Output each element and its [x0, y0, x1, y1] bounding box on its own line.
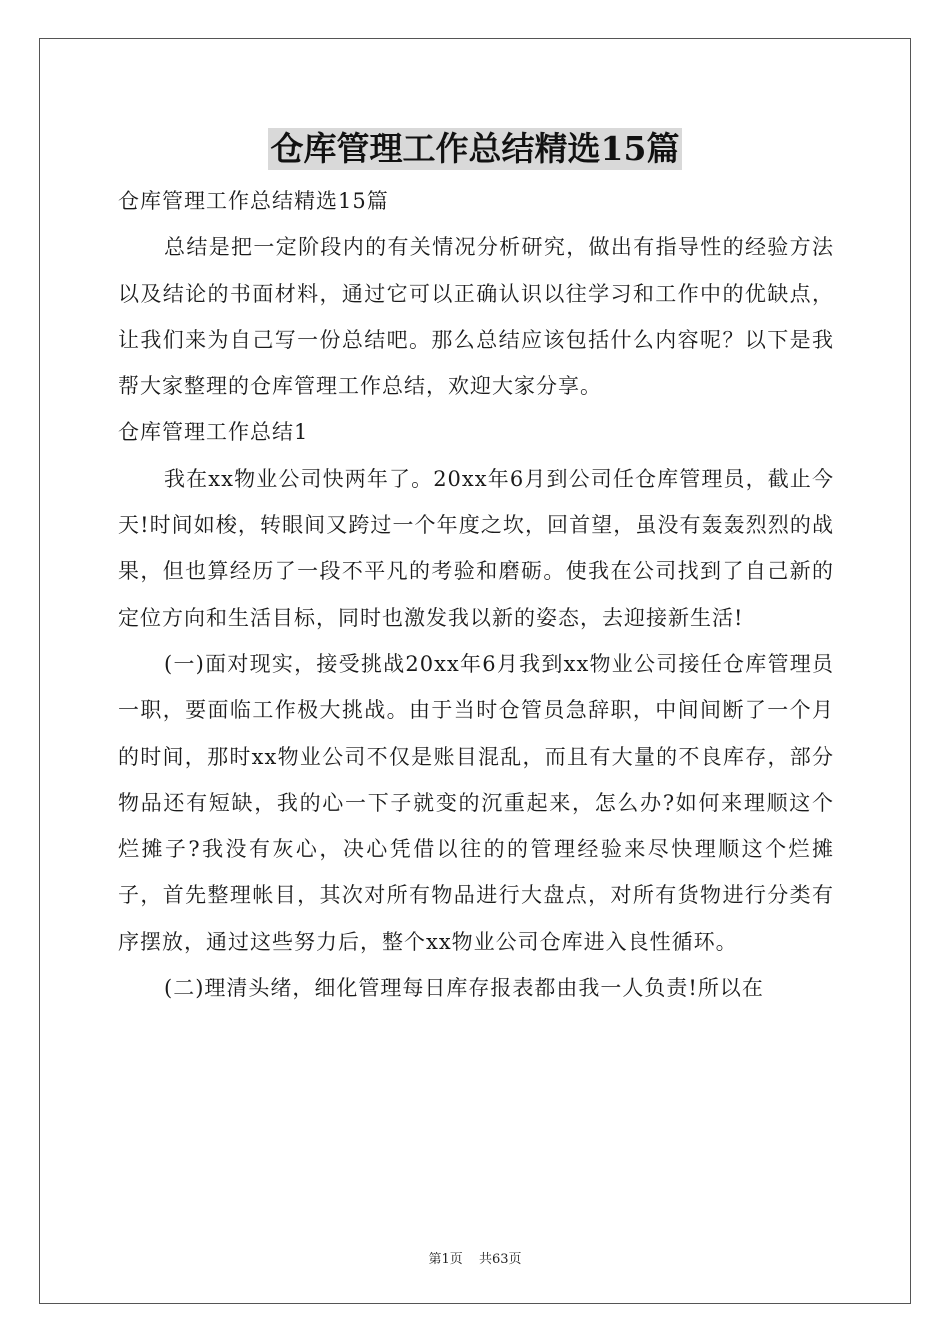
document-body: [118, 178, 834, 1011]
section-heading-1: 仓库管理工作总结1: [118, 420, 309, 445]
title-container: [0, 128, 950, 170]
page-number: 第1页: [428, 1252, 463, 1267]
page-footer: [0, 1248, 950, 1267]
paragraph-intro: 总结是把一定阶段内的有关情况分析研究，做出有指导性的经验方法以及结论的书面材料，通过它可以正确认识以往学习和工作中的优缺点，让我们来为自己写一份总结吧。那么总结应该包括什么内容呢？以下是我帮大家整理的仓库管理工作总结，欢迎大家分享。: [118, 235, 834, 399]
page-total: 共63页: [478, 1252, 522, 1267]
paragraph-body-3: (二)理清头绪，细化管理每日库存报表都由我一人负责!所以在: [164, 976, 764, 1001]
paragraph-subtitle: 仓库管理工作总结精选15篇: [118, 189, 389, 213]
document-title: 仓库管理工作总结精选15篇: [268, 128, 683, 170]
paragraph-body-2: (一)面对现实，接受挑战20xx年6月我到xx物业公司接任仓库管理员一职，要面临工作极大挑战。由于当时仓管员急辞职，中间间断了一个月的时间，那时xx物业公司不仅是账目混乱，而且有大量的不良库存，部分物品还有短缺，我的心一下子就变的沉重起来，怎么办?如何来理顺这个烂摊子?我没有灰心，决心凭借以往的的管理经验来尽快理顺这个烂摊子，首先整理帐目，其次对所有物品进行大盘点，对所有货物进行分类有序摆放，通过这些努力后，整个xx物业公司仓库进入良性循环。: [118, 651, 834, 954]
paragraph-body-1: 我在xx物业公司快两年了。20xx年6月到公司任仓库管理员，截止今天!时间如梭，转眼间又跨过一个年度之坎，回首望，虽没有轰轰烈烈的战果，但也算经历了一段不平凡的考验和磨砺。使我在公司找到了自己新的定位方向和生活目标，同时也激发我以新的姿态，去迎接新生活!: [118, 466, 834, 630]
